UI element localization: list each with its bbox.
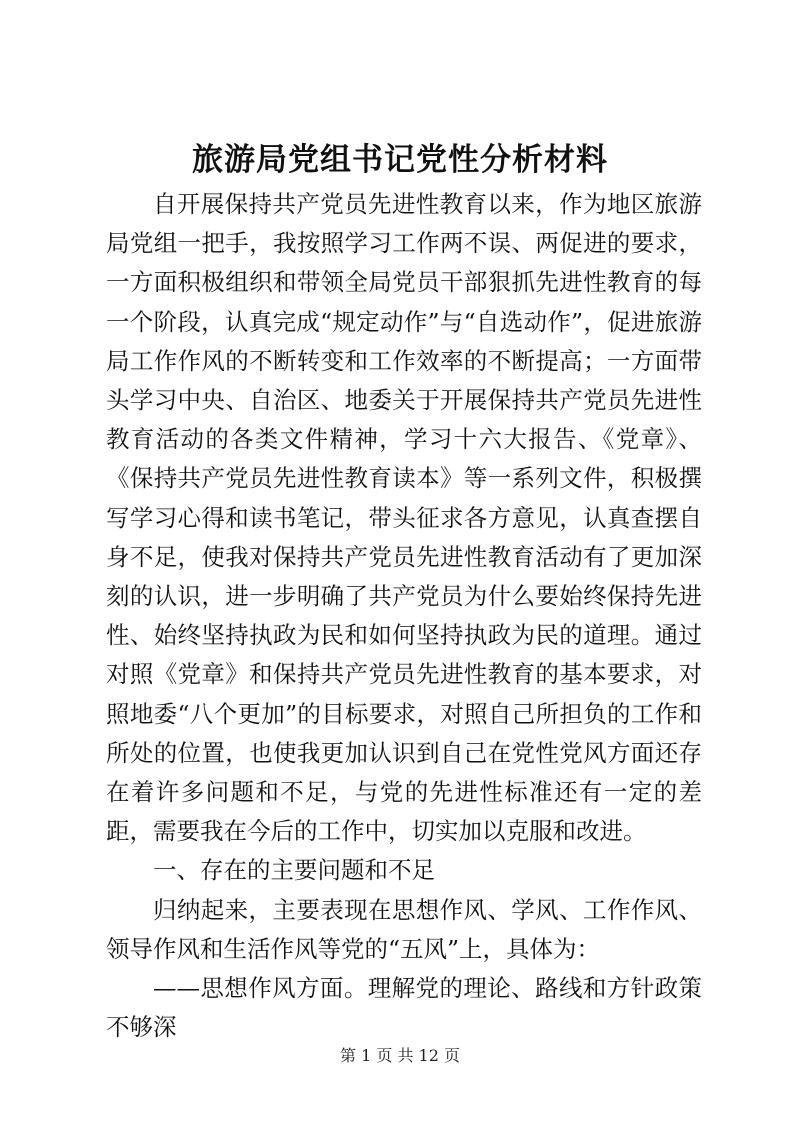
paragraph-summary: 归纳起来，主要表现在思想作风、学风、工作作风、领导作风和生活作风等党的“五风”上，具体为： <box>106 895 702 963</box>
paragraph-thought-style: ——思想作风方面。理解党的理论、路线和方针政策不够深 <box>106 974 702 1042</box>
document-body <box>106 185 702 1047</box>
section-heading-problems: 一、存在的主要问题和不足 <box>153 856 435 885</box>
paragraph-intro: 自开展保持共产党员先进性教育以来，作为地区旅游局党组一把手，我按照学习工作两不误、两促进的要求，一方面积极组织和带领全局党员干部狠抓先进性教育的每一个阶段，认真完成“规定动作”与“自选动作”，促进旅游局工作作风的不断转变和工作效率的不断提高；一方面带头学习中央、自治区、地委关于开展保持共产党员先进性教育活动的各类文件精神，学习十六大报告、《党章》、《保持共产党员先进性教育读本》等一系列文件，积极撰写学习心得和读书笔记，带头征求各方意见，认真查摆自身不足，使我对保持共产党员先进性教育活动有了更加深刻的认识，进一步明确了共产党员为什么要始终保持先进性、始终坚持执政为民和如何坚持执政为民的道理。通过对照《党章》和保持共产党员先进性教育的基本要求，对照地委“八个更加”的目标要求，对照自己所担负的工作和所处的位置，也使我更加认识到自己在党性党风方面还存在着许多问题和不足，与党的先进性标准还有一定的差距，需要我在今后的工作中，切实加以克服和改进。 <box>106 190 702 846</box>
document-title: 旅游局党组书记党性分析材料 <box>192 142 608 178</box>
page-footer: 第 1 页 共 12 页 <box>340 1046 460 1065</box>
